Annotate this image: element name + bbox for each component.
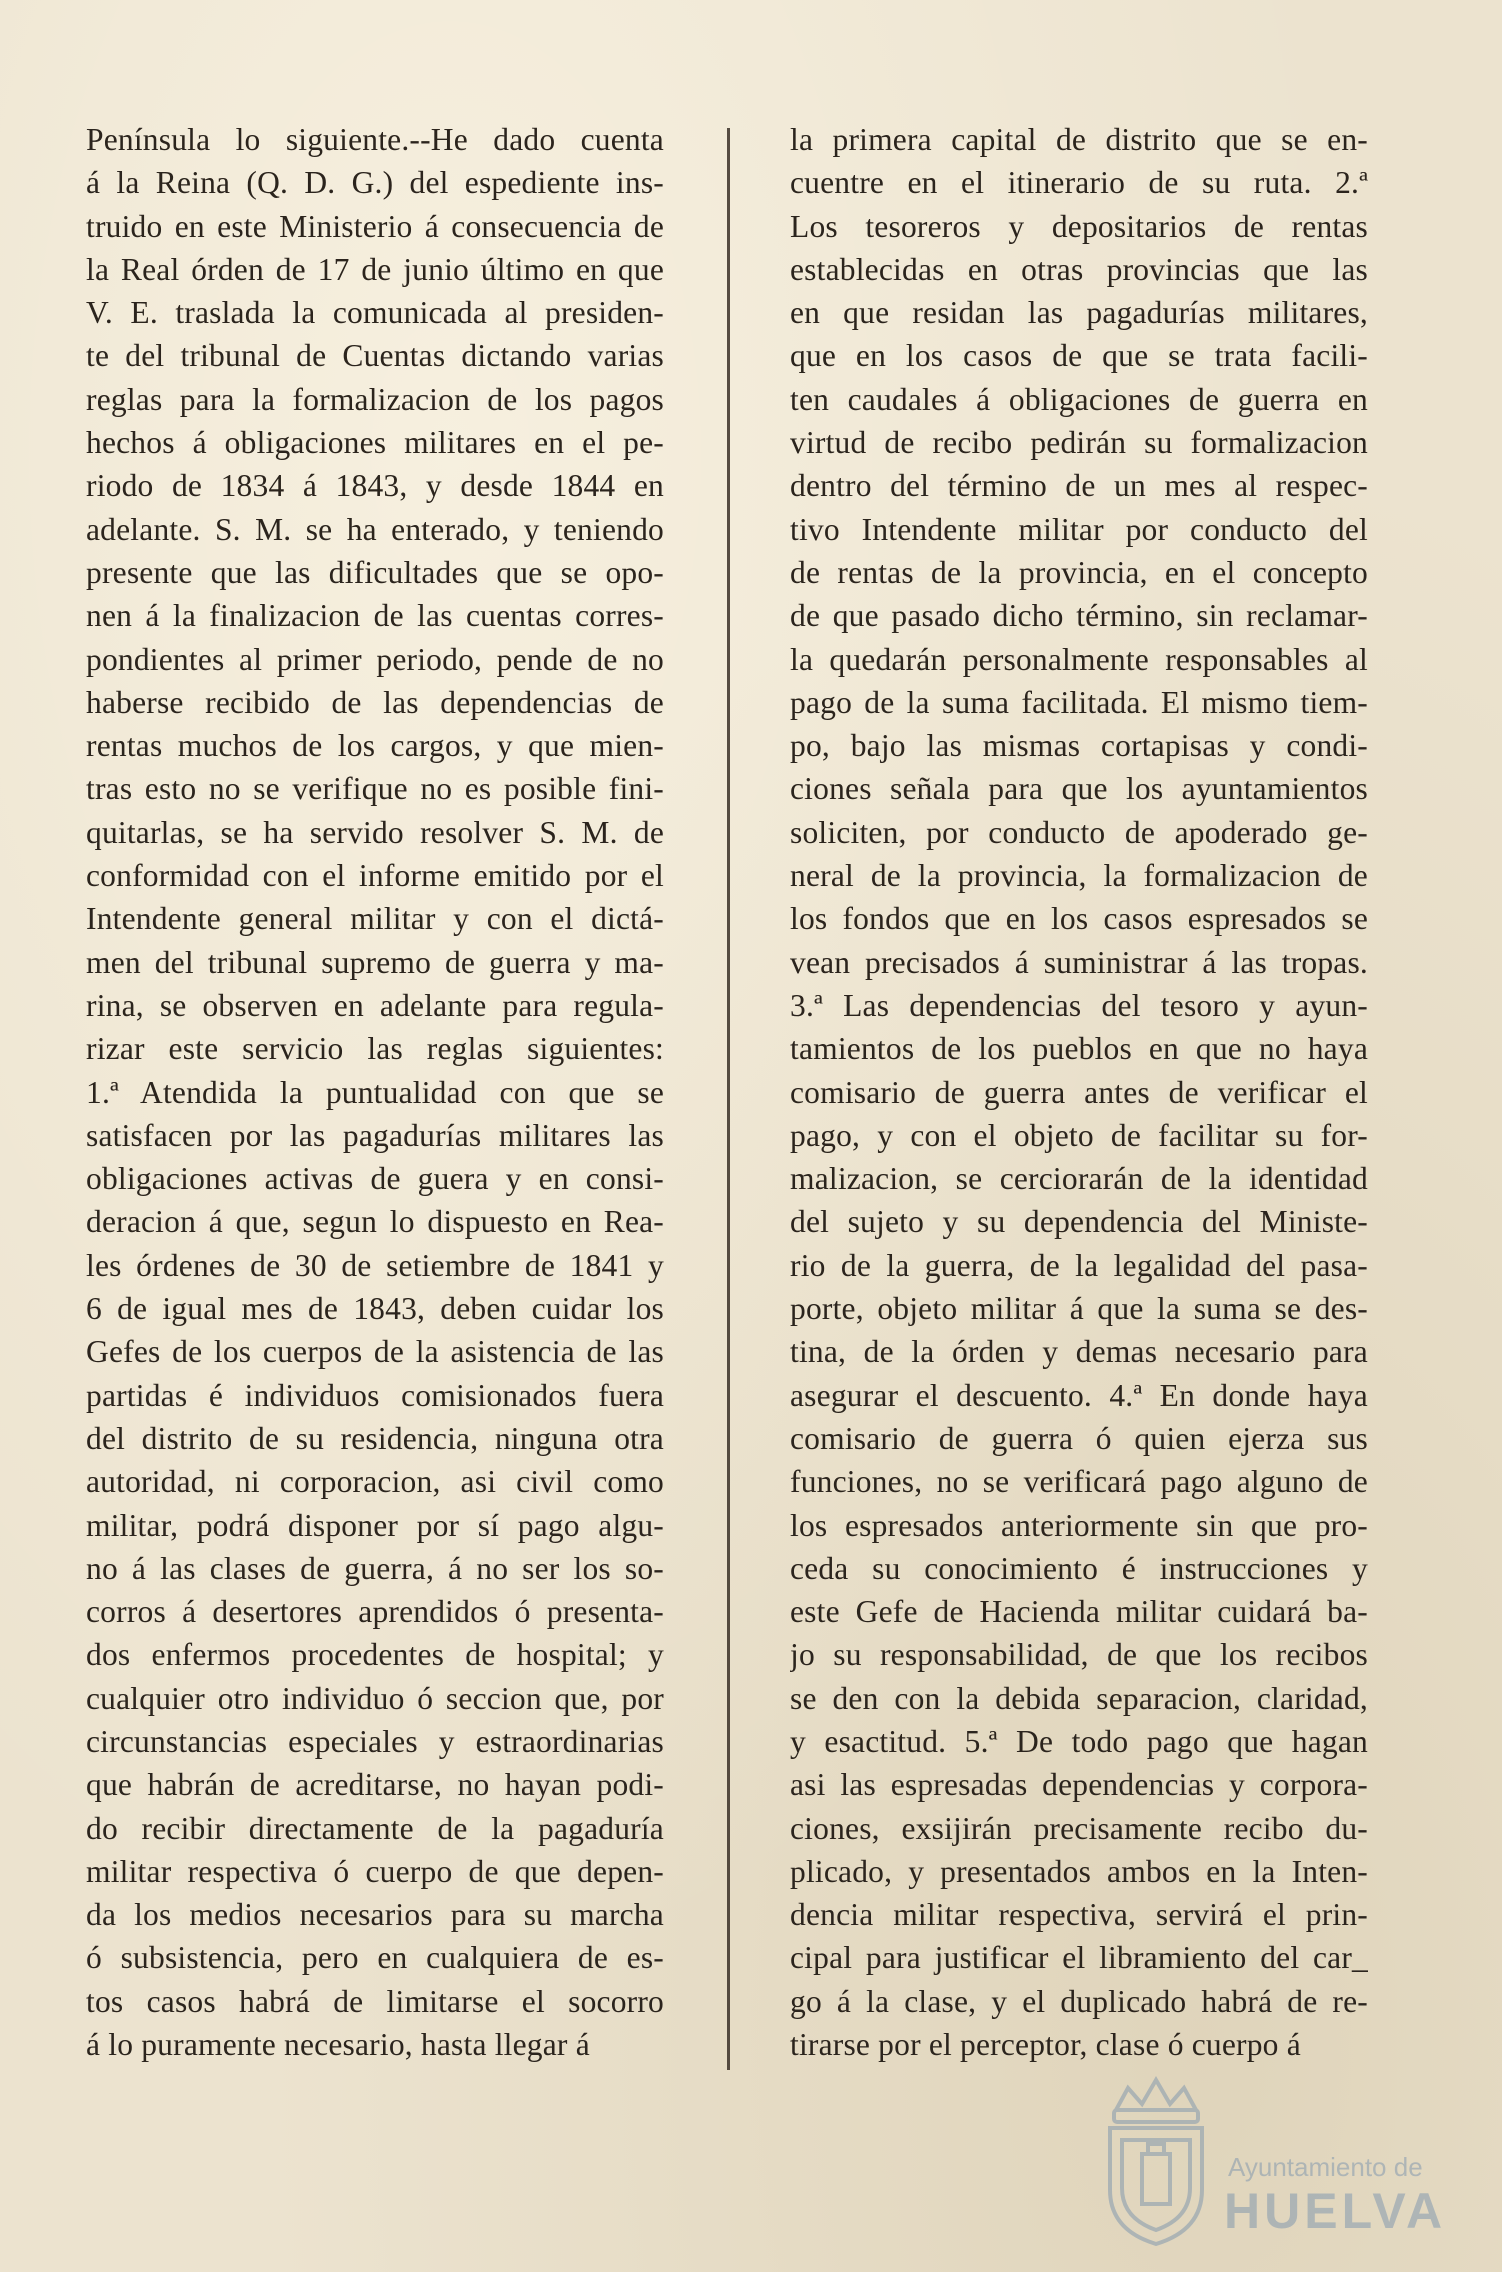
text-line: del sujeto y su dependencia del Ministe- — [790, 1204, 1368, 1240]
text-line: 3.ª Las dependencias del tesoro y ayun- — [790, 987, 1368, 1023]
text-line: da los medios necesarios para su marcha — [86, 1897, 664, 1933]
text-line: pondientes al primer periodo, pende de no — [86, 641, 664, 677]
text-line: tras esto no se verifique no es posible fini- — [86, 771, 664, 807]
text-line: asegurar el descuento. 4.ª En donde haya — [790, 1377, 1368, 1413]
text-line: dos enfermos procedentes de hospital; y — [86, 1637, 664, 1673]
text-line: Intendente general militar y con el dictá- — [86, 901, 664, 937]
text-line: satisfacen por las pagadurías militares las — [86, 1117, 664, 1153]
text-line: funciones, no se verificará pago alguno de — [790, 1464, 1368, 1500]
text-line: este Gefe de Hacienda militar cuidará ba- — [790, 1594, 1368, 1630]
text-line: la primera capital de distrito que se en- — [790, 122, 1368, 157]
text-line: hechos á obligaciones militares en el pe- — [86, 425, 664, 461]
text-line: Los tesoreros y depositarios de rentas — [790, 208, 1368, 244]
watermark — [1082, 2070, 1447, 2250]
text-line: jo su responsabilidad, de que los recibos — [790, 1637, 1368, 1673]
text-line: que habrán de acreditarse, no hayan podi- — [86, 1767, 664, 1803]
text-line: cipal para justificar el libramiento del car_ — [790, 1940, 1368, 1976]
text-line: pago, y con el objeto de facilitar su for- — [790, 1117, 1368, 1153]
text-line: V. E. traslada la comunicada al presiden- — [86, 295, 664, 331]
text-line: virtud de recibo pedirán su formalizacion — [790, 425, 1368, 461]
text-line: á lo puramente necesario, hasta llegar á — [86, 2027, 590, 2063]
text-line: ó subsistencia, pero en cualquiera de es- — [86, 1940, 664, 1976]
text-line: dencia militar respectiva, servirá el prin- — [790, 1897, 1368, 1933]
text-line: militar respectiva ó cuerpo de que depen- — [86, 1853, 664, 1889]
text-line: la Real órden de 17 de junio último en que — [86, 251, 664, 287]
text-line: deracion á que, segun lo dispuesto en Rea- — [86, 1204, 664, 1240]
text-line: te del tribunal de Cuentas dictando varias — [86, 338, 664, 374]
watermark-subtitle: Ayuntamiento de — [1228, 2152, 1423, 2182]
text-line: truido en este Ministerio á consecuencia de — [86, 208, 664, 244]
text-line: go á la clase, y el duplicado habrá de re- — [790, 1983, 1368, 2019]
text-line: se den con la debida separacion, claridad, — [790, 1680, 1368, 1716]
text-line: no á las clases de guerra, á no ser los so- — [86, 1550, 664, 1586]
text-line: que en los casos de que se trata facili- — [790, 338, 1368, 374]
text-line: autoridad, ni corporacion, asi civil como — [86, 1464, 664, 1500]
text-line: partidas é individuos comisionados fuera — [86, 1377, 664, 1413]
column-divider — [727, 128, 730, 2070]
text-line: á la Reina (Q. D. G.) del espediente ins- — [86, 165, 664, 201]
text-column-left — [86, 118, 664, 2066]
text-line: 1.ª Atendida la puntualidad con que se — [86, 1074, 664, 1110]
text-line: tirarse por el perceptor, clase ó cuerpo á — [790, 2027, 1301, 2063]
text-line: rentas muchos de los cargos, y que mien- — [86, 728, 664, 764]
text-line: ceda su conocimiento é instrucciones y — [790, 1550, 1368, 1586]
text-line: dentro del término de un mes al respec- — [790, 468, 1368, 504]
text-line: quitarlas, se ha servido resolver S. M. de — [86, 814, 664, 850]
text-line: militar, podrá disponer por sí pago algu- — [86, 1507, 664, 1543]
text-line: 6 de igual mes de 1843, deben cuidar los — [86, 1291, 664, 1327]
text-line: plicado, y presentados ambos en la Inten- — [790, 1853, 1368, 1889]
text-line: rina, se observen en adelante para regula- — [86, 987, 664, 1023]
text-line: adelante. S. M. se ha enterado, y teniendo — [86, 511, 664, 547]
text-line: tina, de la órden y demas necesario para — [790, 1334, 1368, 1370]
text-line: establecidas en otras provincias que las — [790, 251, 1368, 287]
text-line: les órdenes de 30 de setiembre de 1841 y — [86, 1247, 664, 1283]
text-line: presente que las dificultades que se opo- — [86, 554, 664, 590]
watermark-title: HUELVA — [1224, 2183, 1447, 2239]
text-line: Gefes de los cuerpos de la asistencia de las — [86, 1334, 664, 1370]
text-column-right — [790, 118, 1368, 2066]
text-line: ciones señala para que los ayuntamientos — [790, 771, 1368, 807]
text-line: haberse recibido de las dependencias de — [86, 684, 664, 720]
text-line: riodo de 1834 á 1843, y desde 1844 en — [86, 468, 664, 504]
text-line: ciones, exsijirán precisamente recibo du- — [790, 1810, 1368, 1846]
text-line: tivo Intendente militar por conducto del — [790, 511, 1368, 547]
text-line: porte, objeto militar á que la suma se des- — [790, 1291, 1368, 1327]
text-line: de que pasado dicho término, sin reclamar- — [790, 598, 1368, 634]
text-line: ten caudales á obligaciones de guerra en — [790, 381, 1368, 417]
text-line: obligaciones activas de guera y en consi- — [86, 1161, 664, 1197]
text-line: corros á desertores aprendidos ó presenta- — [86, 1594, 664, 1630]
text-line: cuentre en el itinerario de su ruta. 2.ª — [790, 165, 1368, 201]
text-line: comisario de guerra ó quien ejerza sus — [790, 1420, 1368, 1456]
text-line: la quedarán personalmente responsables al — [790, 641, 1368, 677]
text-line: vean precisados á suministrar á las tropas. — [790, 944, 1368, 980]
text-line: los espresados anteriormente sin que pro- — [790, 1507, 1368, 1543]
text-line: conformidad con el informe emitido por el — [86, 858, 664, 894]
text-line: asi las espresadas dependencias y corpora- — [790, 1767, 1368, 1803]
text-line: tamientos de los pueblos en que no haya — [790, 1031, 1368, 1067]
text-line: neral de la provincia, la formalizacion de — [790, 858, 1368, 894]
text-line: tos casos habrá de limitarse el socorro — [86, 1983, 664, 2019]
text-line: comisario de guerra antes de verificar el — [790, 1074, 1368, 1110]
text-line: do recibir directamente de la pagaduría — [86, 1810, 664, 1846]
text-line: y esactitud. 5.ª De todo pago que hagan — [790, 1723, 1368, 1759]
city-crest-icon — [1096, 2070, 1216, 2250]
text-line: men del tribunal supremo de guerra y ma- — [86, 944, 664, 980]
text-line: en que residan las pagadurías militares, — [790, 295, 1368, 331]
text-line: de rentas de la provincia, en el concepto — [790, 554, 1368, 590]
text-line: los fondos que en los casos espresados se — [790, 901, 1368, 937]
text-line: Península lo siguiente.--He dado cuenta — [86, 122, 664, 157]
text-line: pago de la suma facilitada. El mismo tiem- — [790, 684, 1368, 720]
text-line: po, bajo las mismas cortapisas y condi- — [790, 728, 1368, 764]
text-line: rizar este servicio las reglas siguientes: — [86, 1031, 664, 1067]
text-line: circunstancias especiales y estraordinarias — [86, 1723, 664, 1759]
text-line: del distrito de su residencia, ninguna otra — [86, 1420, 664, 1456]
text-line: cualquier otro individuo ó seccion que, por — [86, 1680, 664, 1716]
text-line: rio de la guerra, de la legalidad del pasa- — [790, 1247, 1368, 1283]
text-line: malizacion, se cerciorarán de la identidad — [790, 1161, 1368, 1197]
text-line: soliciten, por conducto de apoderado ge- — [790, 814, 1368, 850]
text-line: nen á la finalizacion de las cuentas corres- — [86, 598, 664, 634]
text-line: reglas para la formalizacion de los pagos — [86, 381, 664, 417]
